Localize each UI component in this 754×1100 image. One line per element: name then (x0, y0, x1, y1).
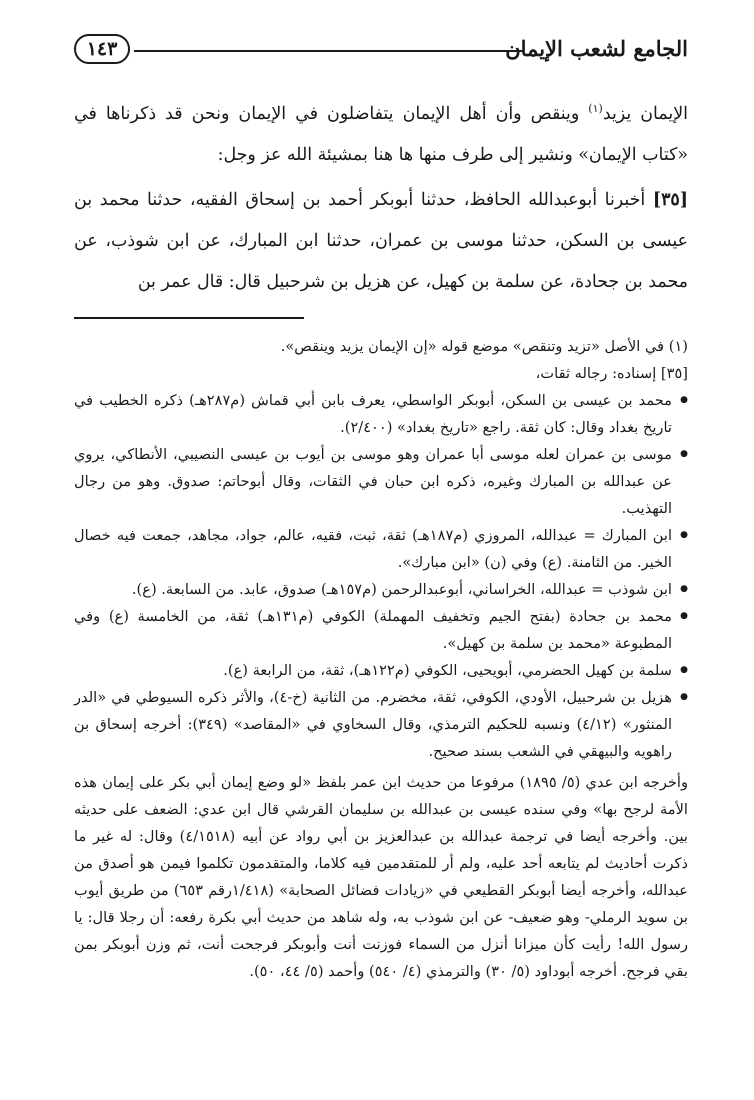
narrator-item: ● ابن المبارك = عبدالله، المروزي (م١٨٧هـ) ثقة، ثبت، فقيه، عالم، جواد، مجاهد، جمعت فيه خصال الخير. من الثامنة. (ع) وفي (ن) «ابن مبارك». (74, 522, 688, 576)
footnote-marker-1: (١) (588, 102, 603, 116)
narrator-item: ● محمد بن جحادة (بفتح الجيم وتخفيف المهملة) الكوفي (م١٣١هـ) ثقة، من الخامسة (ع) وفي المطبوعة «محمد بن سلمة بن كهيل». (74, 603, 688, 657)
narrator-item: ● هزيل بن شرحبيل، الأودي، الكوفي، ثقة، مخضرم. من الثانية (خ-٤)، والأثر ذكره السيوطي في «الدر المنثور» (٤/١٢) ونسبه للحكيم الترمذي، وقال السخاوي في «المقاصد» (٣٤٩): أخرجه إسحاق بن راهويه والبيهقي في الشعب بسند صحيح. (74, 684, 688, 765)
footnotes (74, 333, 688, 985)
main-paragraph-1 (74, 94, 688, 176)
footnote-1: (١) في الأصل «تزيد وتنقص» موضع قوله «إن الإيمان يزيد وينقص». (280, 338, 688, 355)
takhrij-paragraph: وأخرجه ابن عدي (٥/ ١٨٩٥) مرفوعا من حديث ابن عمر بلفظ «لو وضع إيمان أبي بكر على إيمان هذه الأمة لرجح بها» وفي سنده عيسى بن عبدالله بن سليمان القرشي قال ابن عدي: الضعف على حديثه بين. وأخرجه أيضا في ترجمة عبدالله بن عبدالعزيز بن أبي رواد عن أبيه (٤/١٥١٨) وقال: له غير ما ذكرت أحاديث لم يتابعه أحد عليه، ولم أر للمتقدمين فيه كلاما، والمتقدمون تكلموا فيمن هو أصدق من عبدالله، وأخرجه أيضا أبوبكر القطيعي في «زيادات فضائل الصحابة» (١/٤١٨رقم ٦٥٣) من طريق أيوب بن سويد الرملي- وهو ضعيف- عن ابن شوذب به، وله شاهد من حديث أبي بكرة رفعه: أن رجلا قال: يا رسول الله! رأيت كأن ميزانا أنزل من السماء فوزنت أنت وأبوبكر فرجحت أنت، ثم وزن أبوبكر بمن بقي فرجح. أخرجه أبوداود (٥/ ٣٠) والترمذي (٤/ ٥٤٠) وأحمد (٥/ ٤٤، ٥٠). (74, 774, 688, 980)
narrator-item: ● سلمة بن كهيل الحضرمي، أبويحيى، الكوفي (م١٢٢هـ)، ثقة، من الرابعة (ع). (74, 657, 688, 684)
main-paragraph-1-start: الإيمان يزيد (602, 104, 688, 124)
isnad-heading: [٣٥] إسناده: رجاله ثقات، (535, 365, 688, 382)
page (74, 34, 688, 985)
running-header (74, 34, 688, 70)
main-paragraph-2 (74, 180, 688, 303)
narrator-item: ● موسى بن عمران لعله موسى أبا عمران وهو موسى بن أيوب بن عيسى النصيبي، الأنطاكي، يروي عن عبدالله بن المبارك وغيره، ذكره ابن حبان في الثقات، وقال أبوحاتم: صدوق. وهو من رجال التهذيب. (74, 441, 688, 522)
hadith-chain-text: أخبرنا أبوعبدالله الحافظ، حدثنا أبوبكر أحمد بن إسحاق الفقيه، حدثنا محمد بن عيسى بن السكن، حدثنا موسى بن عمران، حدثنا ابن المبارك، عن ابن شوذب، عن محمد بن جحادة، عن سلمة بن كهيل، عن هزيل بن شرحبيل قال: قال عمر بن (74, 190, 688, 292)
book-title: الجامع لشعب الإيمان (505, 36, 688, 61)
main-paragraph-1-rest: وينقص وأن أهل الإيمان يتفاضلون في الإيمان ونحن قد ذكرناها في «كتاب الإيمان» ونشير إلى طرف منها ها هنا بمشيئة الله عز وجل: (74, 104, 688, 165)
hadith-number: [٣٥] (652, 190, 688, 210)
main-text (74, 94, 688, 303)
narrator-item: ● محمد بن عيسى بن السكن، أبوبكر الواسطي، يعرف بابن أبي قماش (م٢٨٧هـ) ذكره الخطيب في تاريخ بغداد وقال: كان ثقة. راجع «تاريخ بغداد» (٢/٤٠٠). (74, 387, 688, 441)
page-number-badge: ١٤٣ (74, 34, 130, 64)
narrator-item: ● ابن شوذب = عبدالله، الخراساني، أبوعبدالرحمن (م١٥٧هـ) صدوق، عابد. من السابعة. (ع). (74, 576, 688, 603)
footnote-separator (74, 317, 304, 319)
header-rule (134, 50, 524, 52)
narrator-list (74, 387, 688, 765)
